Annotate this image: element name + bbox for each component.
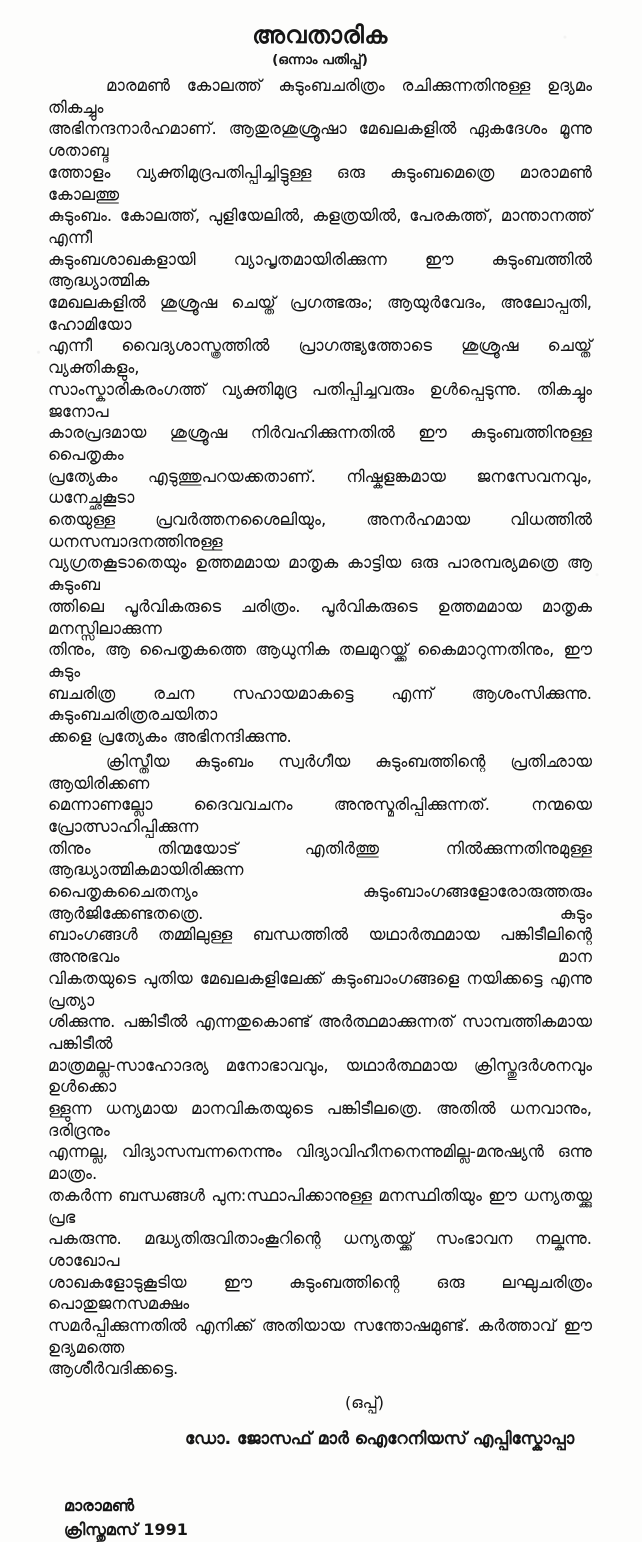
text-line: തിനും തിന്മയോട് എതിർത്തു നിൽക്കുന്നതിനുമുള്ള ആദ്ധ്യാത്മികമായിരിക്കുന്ന [48,838,592,880]
text-line: പകരുന്നു. മദ്ധ്യതിരുവിതാംകൂറിന്റെ ധന്യതയ്ക്ക് സംഭാവന നല്കുന്നു. ശാഖോപ [48,1229,592,1270]
text-line: ശിക്കുന്നു. പങ്കിടീൽ എന്നതുകൊണ്ട് അർത്ഥമാക്കുന്നത് സാമ്പത്തികമായ പങ്കിടീൽ [48,1012,592,1053]
paragraph [48,751,592,1380]
text-line: മേഖലകളിൽ ശുശ്രൂഷ ചെയ്ത് പ്രഗത്ഭരും; ആയുർവേദം, അലോപ്പതി, ഹോമിയോ [48,293,592,334]
text-line: കുടുംബശാഖകളായി വ്യാപൃതമായിരിക്കുന്ന ഈ കുടുംബത്തിൽ ആദ്ധ്യാത്മിക [48,249,592,291]
text-line: ശാഖകളോടുകൂടിയ ഈ കുടുംബത്തിന്റെ ഒരു ലഘുചരിത്രം പൊതുജനസമക്ഷം [48,1272,592,1314]
text-line: സാംസ്കാരികരംഗത്ത് വ്യക്തിമുദ്ര പതിപ്പിച്ചവരും ഉൾപ്പെടുന്നു. തികച്ചും ജനോപ [48,379,592,421]
edition-subtitle: (ഒന്നാം പതിപ്പ്) [272,52,368,68]
text-line: തിനും, ആ പൈതൃകത്തെ ആധുനിക തലമുറയ്ക്ക് കൈമാറുന്നതിനും, ഈ കുടും [48,640,592,681]
text-line: കുടുംബം. കോലത്ത്, പുളിയേലിൽ, കളത്രയിൽ, പേരകത്ത്, മാന്താനത്ത് എന്നീ [48,206,592,247]
text-line: വ്യഗ്രതകൂടാതെയും ഉത്തമമായ മാതൃക കാട്ടിയ ഒരു പാരമ്പര്യമത്രെ ആ കുടുംബ [48,553,592,595]
date-line: ക്രിസ്തുമസ് 1991 [64,1520,188,1540]
text-line: കാരപ്രദമായ ശുശ്രൂഷ നിർവഹിക്കുന്നതിൽ ഈ കുടുംബത്തിനുള്ള പൈതൃകം [48,423,592,464]
text-line: ബാംഗങ്ങൾ തമ്മിലുള്ള ബന്ധത്തിൽ യഥാർത്ഥമായ പങ്കിടീലിന്റെ അനുഭവം മാന [48,925,592,967]
place-line: മാരാമൺ [64,1496,135,1516]
text-line: എന്നല്ല, വിദ്യാസമ്പന്നനെന്നും വിദ്യാവിഹീനനെന്നുമില്ല-മനുഷ്യൻ ഒന്നു മാത്രം. [48,1142,592,1184]
text-line: ക്രിസ്തീയ കുടുംബം സ്വർഗീയ കുടുംബത്തിന്റെ പ്രതിഛായ ആയിരിക്കണ [48,751,592,793]
text-line: പ്രത്യേകം എടുത്തുപറയക്കതാണ്. നിഷ്കളങ്കമായ ജനസേവനവും, ധനേച്ഛകൂടാ [48,466,592,508]
text-line: ത്തോളം വ്യക്തിമുദ്രപതിപ്പിച്ചിട്ടുള്ള ഒരു കുടുംബമെത്രെ മാരാമൺ കോലത്തു [48,162,592,204]
text-line: ള്ളുന്ന ധന്യമായ മാനവികതയുടെ പങ്കിടീലത്രെ. അതിൽ ധനവാനും, ദരിദ്രനും [48,1099,592,1140]
text-line: മാത്രമല്ല-സാഹോദര്യ മനോഭാവവും, യഥാർത്ഥമായ ക്രിസ്തുദർശനവും ഉൾക്കൊ [48,1055,592,1097]
text-line: ത്തിലെ പൂർവികരുടെ ചരിത്രം. പൂർവികരുടെ ഉത്തമമായ മാതൃക മനസ്സിലാക്കുന്ന [48,596,592,638]
text-line: മാരമൺ കോലത്ത് കുടുംബചരിത്രം രചിക്കുന്നതിനുള്ള ഉദ്യമം തികച്ചും [48,76,592,117]
text-line: സമർപ്പിക്കുന്നതിൽ എനിക്ക് അതിയായ സന്തോഷമുണ്ട്. കർത്താവ് ഈ ഉദ്യമത്തെ [48,1316,592,1357]
text-line: അഭിനന്ദനാർഹമാണ്. ആതുരശുശ്രൂഷാ മേഖലകളിൽ ഏകദേശം മൂന്നു ശതാബ്ദ [48,119,592,161]
signature-note: (ഒപ്പ്) [345,1393,385,1413]
text-line: ക്കളെ പ്രത്യേകം അഭിനന്ദിക്കുന്നു. [48,727,292,747]
signature-name: ഡോ. ജോസഫ് മാർ ഐറേനിയസ് എപ്പിസ്കോപ്പാ [185,1429,575,1450]
text-line: ആശീർവദിക്കട്ടെ. [48,1359,179,1379]
text-line: വികതയുടെ പുതിയ മേഖലകളിലേക്ക് കുടുംബാംഗങ്ങളെ നയിക്കട്ടെ എന്നു പ്രത്യാ [48,968,592,1010]
text-line: എന്നീ വൈദ്യശാസ്ത്രത്തിൽ പ്രാഗത്ഭ്യത്തോടെ ശുശ്രൂഷ ചെയ്ത് വ്യക്തികളും, [48,336,592,378]
text-line: തകർന്ന ബന്ധങ്ങൾ പുന:സ്ഥാപിക്കാനുള്ള മനസ്ഥിതിയും ഈ ധന്യതയ്ക്കു പ്രഭ [48,1185,592,1227]
footer-block [64,1494,592,1542]
text-line: പൈതൃകചൈതന്യം കുടുംബാംഗങ്ങളോരോരുത്തരും ആർജിക്കേണ്ടതത്രെ. കുടും [48,882,592,923]
text-line: മെന്നാണല്ലോ ദൈവവചനം അനുസ്മരിപ്പിക്കുന്നത്. നന്മയെ പ്രോത്സാഹിപ്പിക്കുന്ന [48,795,592,836]
page-title: അവതാരിക [252,21,388,49]
text-line: തെയുള്ള പ്രവർത്തനശൈലിയും, അനർഹമായ വിധത്തിൽ ധനസമ്പാദനത്തിനുള്ള [48,510,592,551]
text-line: ബചരിത്ര രചന സഹായമാകട്ടെ എന്ന് ആശംസിക്കുന്നു. കുടുംബചരിത്രരചയിതാ [48,683,592,725]
body-text [48,75,592,1380]
paragraph [48,75,592,748]
